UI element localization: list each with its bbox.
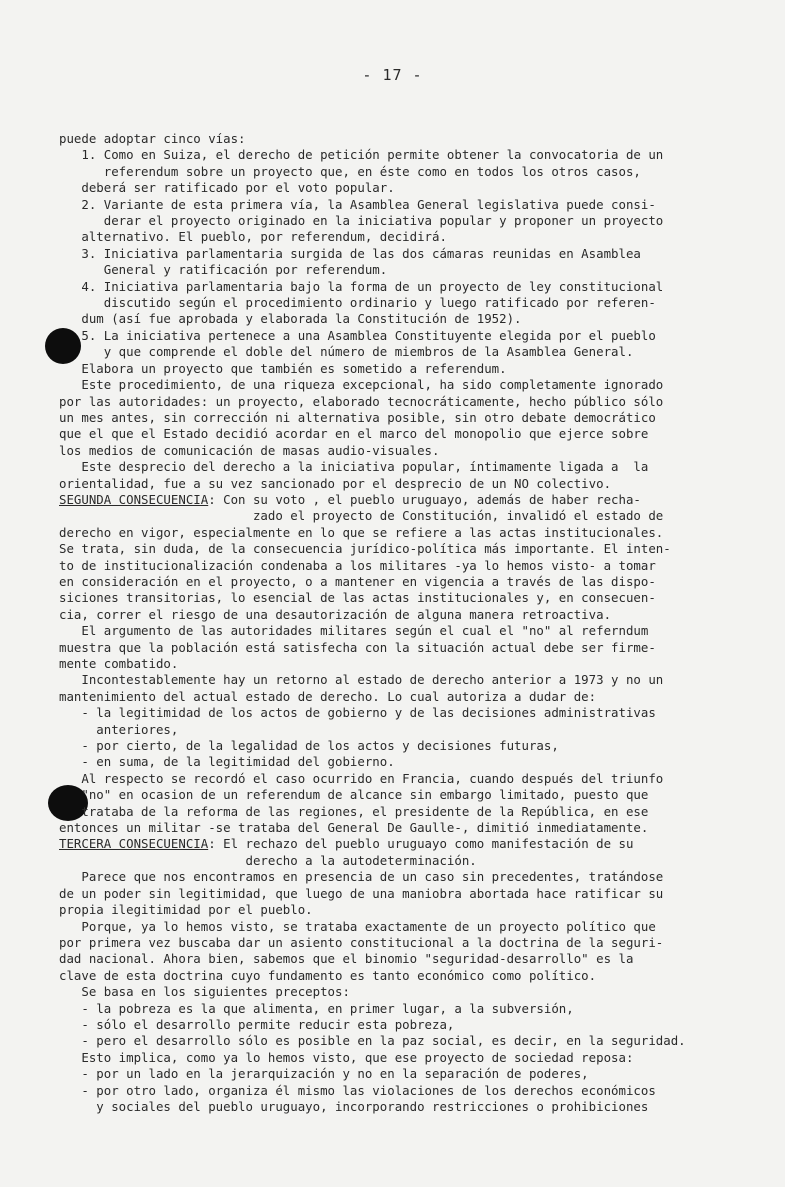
tercera-consecuencia-text: : El rechazo del pueblo uruguayo como manifestación de su bbox=[208, 836, 634, 852]
text-line: en consideración en el proyecto, o a mantener en vigencia a través de las dispo- bbox=[59, 573, 656, 589]
text-line: Se basa en los siguientes preceptos: bbox=[59, 984, 350, 1000]
text-line: deberá ser ratificado por el voto popular. bbox=[59, 180, 395, 196]
tercera-consecuencia-continuation: derecho a la autodeterminación. bbox=[59, 852, 477, 868]
text-line: Parece que nos encontramos en presencia de un caso sin precedentes, tratándose bbox=[59, 869, 664, 885]
text-line: siciones transitorias, lo esencial de las actas institucionales y, en consecuen- bbox=[59, 590, 656, 606]
text-line: 5. La iniciativa pertenece a una Asamblea Constituyente elegida por el pueblo bbox=[59, 327, 656, 343]
text-line: de un poder sin legitimidad, que luego de una maniobra abortada hace ratificar su bbox=[59, 885, 664, 901]
segunda-consecuencia-heading: SEGUNDA CONSECUENCIA bbox=[59, 491, 209, 507]
text-line: Este desprecio del derecho a la iniciativa popular, íntimamente ligada a la bbox=[59, 459, 649, 475]
text-line: mente combatido. bbox=[59, 656, 179, 671]
text-line: y que comprende el doble del número de miembros de la Asamblea General. bbox=[59, 344, 634, 360]
segunda-consecuencia-continuation: zado el proyecto de Constitución, invalidó el estado de bbox=[59, 508, 664, 524]
text-line: - por cierto, de la legalidad de los actos y decisiones futuras, bbox=[59, 738, 559, 754]
text-line: alternativo. El pueblo, por referendum, decidirá. bbox=[59, 229, 447, 245]
tercera-consecuencia-line bbox=[59, 836, 739, 852]
tercera-consecuencia-heading: TERCERA CONSECUENCIA bbox=[59, 836, 209, 852]
text-line: Porque, ya lo hemos visto, se trataba exactamente de un proyecto político que bbox=[59, 918, 656, 934]
text-line: Este procedimiento, de una riqueza excepcional, ha sido completamente ignorado bbox=[59, 377, 664, 393]
text-line: por primera vez buscaba dar un asiento constitucional a la doctrina de la seguri- bbox=[59, 934, 664, 950]
text-line: - la legitimidad de los actos de gobierno y de las decisiones administrativas bbox=[59, 705, 656, 721]
text-line: cia, correr el riesgo de una desautorización de alguna manera retroactiva. bbox=[59, 606, 612, 622]
text-line: to de institucionalización condenaba a los militares -ya lo hemos visto- a tomar bbox=[59, 557, 656, 573]
text-line: referendum sobre un proyecto que, en éste como en todos los otros casos, bbox=[59, 163, 641, 179]
text-line: - por otro lado, organiza él mismo las violaciones de los derechos económicos bbox=[59, 1082, 656, 1098]
text-line: por las autoridades: un proyecto, elaborado tecnocráticamente, hecho público sólo bbox=[59, 393, 664, 409]
text-line: que el que el Estado decidió acordar en el marco del monopolio que ejerce sobre bbox=[59, 426, 649, 442]
text-line: muestra que la población está satisfecha con la situación actual debe ser firme- bbox=[59, 639, 656, 655]
text-line: El argumento de las autoridades militares según el cual el "no" al referndum bbox=[59, 623, 649, 639]
text-line: Elabora un proyecto que también es sometido a referendum. bbox=[59, 360, 507, 376]
text-line: 1. Como en Suiza, el derecho de petición permite obtener la convocatoria de un bbox=[59, 147, 664, 163]
text-line: General y ratificación por referendum. bbox=[59, 262, 388, 278]
text-line: dad nacional. Ahora bien, sabemos que el binomio "seguridad-desarrollo" es la bbox=[59, 951, 634, 967]
text-line: entonces un militar -se trataba del General De Gaulle-, dimitió inmediatamente. bbox=[59, 820, 649, 836]
text-block-3 bbox=[59, 869, 739, 1115]
text-line: - en suma, de la legitimidad del gobierno. bbox=[59, 754, 395, 770]
text-line: - la pobreza es la que alimenta, en primer lugar, a la subversión, bbox=[59, 1000, 574, 1016]
text-line: mantenimiento del actual estado de derecho. Lo cual autoriza a dudar de: bbox=[59, 688, 597, 704]
text-line: anteriores, bbox=[59, 721, 179, 737]
text-line: propia ilegitimidad por el pueblo. bbox=[59, 902, 313, 918]
text-line: 2. Variante de esta primera vía, la Asamblea General legislativa puede consi- bbox=[59, 196, 656, 212]
text-line: "no" en ocasion de un referendum de alcance sin embargo limitado, puesto que bbox=[59, 787, 649, 803]
text-line: derecho en vigor, especialmente en lo que se refiere a las actas institucionales. bbox=[59, 524, 664, 540]
text-line: Esto implica, como ya lo hemos visto, que ese proyecto de sociedad reposa: bbox=[59, 1049, 634, 1065]
text-line: orientalidad, fue a su vez sancionado por el desprecio de un NO colectivo. bbox=[59, 475, 612, 491]
text-block-2 bbox=[59, 525, 739, 837]
text-block-1 bbox=[59, 131, 739, 492]
text-line: - pero el desarrollo sólo es posible en la paz social, es decir, en la seguridad. bbox=[59, 1033, 686, 1049]
text-line: - por un lado en la jerarquización y no en la separación de poderes, bbox=[59, 1066, 589, 1082]
text-line: Se trata, sin duda, de la consecuencia jurídico-política más importante. El inten- bbox=[59, 541, 671, 557]
text-line: dum (así fue aprobada y elaborada la Constitución de 1952). bbox=[59, 311, 522, 327]
text-line: trataba de la reforma de las regiones, el presidente de la República, en ese bbox=[59, 803, 649, 819]
text-line: 3. Iniciativa parlamentaria surgida de las dos cámaras reunidas en Asamblea bbox=[59, 245, 641, 261]
document-body bbox=[59, 131, 739, 1115]
text-line: Incontestablemente hay un retorno al estado de derecho anterior a 1973 y no un bbox=[59, 672, 664, 688]
text-line: puede adoptar cinco vías: bbox=[59, 131, 246, 146]
page-number: - 17 - bbox=[362, 66, 423, 84]
text-line: los medios de comunicación de masas audio-visuales. bbox=[59, 442, 440, 458]
segunda-consecuencia-text: : Con su voto , el pueblo uruguayo, además de haber recha- bbox=[208, 491, 641, 507]
text-line: - sólo el desarrollo permite reducir esta pobreza, bbox=[59, 1016, 455, 1032]
text-line: Al respecto se recordó el caso ocurrido en Francia, cuando después del triunfo bbox=[59, 770, 664, 786]
text-line: un mes antes, sin corrección ni alternativa posible, sin otro debate democrático bbox=[59, 409, 656, 425]
text-line: 4. Iniciativa parlamentaria bajo la forma de un proyecto de ley constitucional bbox=[59, 278, 664, 294]
text-line: y sociales del pueblo uruguayo, incorporando restricciones o prohibiciones bbox=[59, 1098, 649, 1114]
text-line: clave de esta doctrina cuyo fundamento es tanto económico como político. bbox=[59, 967, 597, 983]
segunda-consecuencia-line bbox=[59, 492, 739, 508]
text-line: discutido según el procedimiento ordinario y luego ratificado por referen- bbox=[59, 295, 656, 311]
text-line: derar el proyecto originado en la iniciativa popular y proponer un proyecto bbox=[59, 213, 664, 229]
